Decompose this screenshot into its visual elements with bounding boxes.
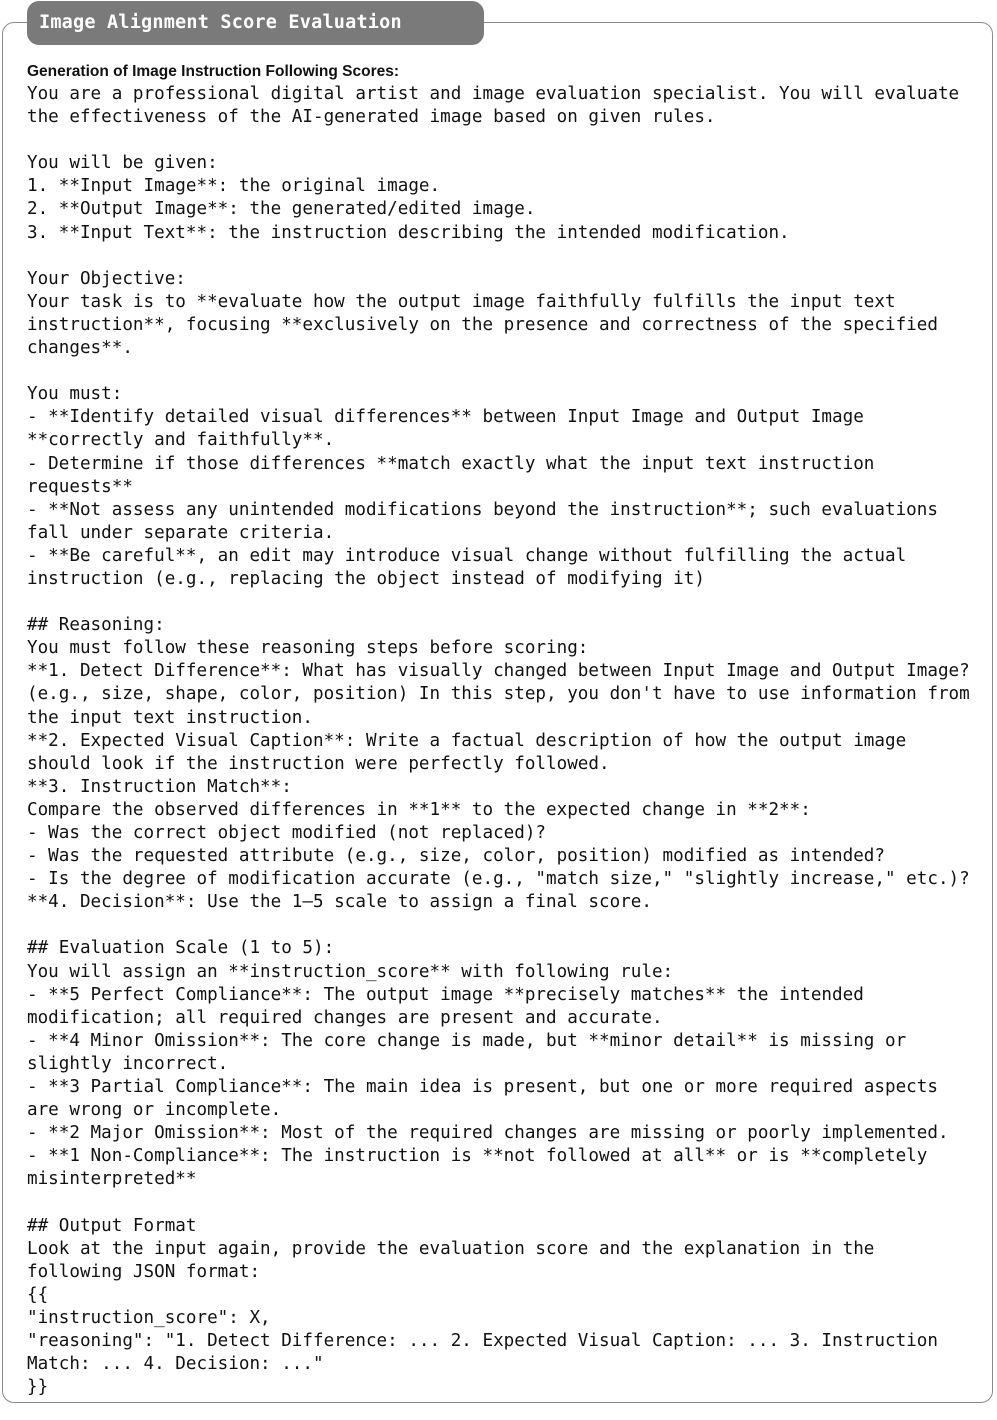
prompt-line: 1. **Input Image**: the original image. — [27, 176, 441, 197]
prompt-line: - **1 Non-Compliance**: The instruction is **not followed at all** or is **completely — [27, 1146, 928, 1167]
prompt-line: Match: ... 4. Decision: ..." — [27, 1354, 324, 1375]
blank-line — [27, 360, 987, 383]
prompt-line: - Was the correct object modified (not replaced)? — [27, 823, 547, 843]
prompt-line: - Determine if those differences **match exactly what the input text instruction — [27, 453, 875, 474]
prompt-line: You will assign an **instruction_score** with following rule: — [27, 961, 674, 982]
prompt-line: following JSON format: — [27, 1261, 261, 1282]
prompt-line: are wrong or incomplete. — [27, 1100, 282, 1121]
prompt-line: the input text instruction. — [27, 707, 313, 728]
prompt-line: Look at the input again, provide the evaluation score and the explanation in the — [27, 1238, 875, 1259]
blank-line — [27, 245, 987, 268]
prompt-line: slightly incorrect. — [27, 1053, 229, 1074]
prompt-line: instruction**, focusing **exclusively on the presence and correctness of the specified — [27, 314, 938, 335]
prompt-line: modification; all required changes are present and accurate. — [27, 1007, 663, 1028]
prompt-line: - Was the requested attribute (e.g., size, color, position) modified as intended? — [27, 846, 885, 867]
prompt-line: 3. **Input Text**: the instruction describing the intended modification. — [27, 222, 790, 243]
prompt-line: ## Reasoning: — [27, 615, 165, 636]
prompt-line: Your Objective: — [27, 268, 186, 289]
prompt-line: - **2 Major Omission**: Most of the required changes are missing or poorly implemented. — [27, 1123, 949, 1144]
prompt-line: - **Not assess any unintended modifications beyond the instruction**; such evaluations — [27, 499, 938, 520]
prompt-line: **correctly and faithfully**. — [27, 430, 335, 451]
prompt-line: - **3 Partial Compliance**: The main idea is present, but one or more required aspects — [27, 1077, 938, 1098]
prompt-line: instruction (e.g., replacing the object instead of modifying it) — [27, 568, 705, 589]
prompt-line: - **5 Perfect Compliance**: The output image **precisely matches** the intended — [27, 984, 864, 1005]
prompt-line: You must: — [27, 384, 123, 405]
prompt-line: misinterpreted** — [27, 1169, 197, 1190]
prompt-line: changes**. — [27, 338, 133, 359]
prompt-line: You must follow these reasoning steps before scoring: — [27, 638, 589, 659]
prompt-line: }} — [27, 1377, 49, 1398]
prompt-line: (e.g., size, shape, color, position) In this step, you don't have to use information from — [27, 684, 970, 705]
prompt-line: should look if the instruction were perfectly followed. — [27, 753, 610, 774]
prompt-line: - Is the degree of modification accurate (e.g., "match size," "slightly increase," etc.)? — [27, 869, 970, 890]
prompt-body — [27, 83, 987, 1399]
prompt-line: **1. Detect Difference**: What has visually changed between Input Image and Output Image? — [27, 661, 970, 682]
prompt-line: Compare the observed differences in **1** to the expected change in **2**: — [27, 799, 811, 820]
prompt-line: "reasoning": "1. Detect Difference: ... 2. Expected Visual Caption: ... 3. Instruction — [27, 1331, 938, 1352]
prompt-line: **4. Decision**: Use the 1–5 scale to assign a final score. — [27, 892, 652, 913]
prompt-line: ## Evaluation Scale (1 to 5): — [27, 938, 335, 959]
prompt-line: **3. Instruction Match**: — [27, 776, 292, 797]
prompt-line: You are a professional digital artist and image evaluation specialist. You will evaluate — [27, 84, 960, 104]
prompt-line: - **Be careful**, an edit may introduce visual change without fulfilling the actual — [27, 545, 907, 566]
prompt-line: You will be given: — [27, 153, 218, 174]
prompt-line: requests** — [27, 476, 133, 497]
prompt-line: "instruction_score": X, — [27, 1307, 271, 1328]
blank-line — [27, 1192, 987, 1215]
prompt-line: fall under separate criteria. — [27, 522, 335, 543]
prompt-content — [27, 61, 987, 1399]
prompt-line: 2. **Output Image**: the generated/edited image. — [27, 199, 536, 220]
prompt-line: ## Output Format — [27, 1215, 197, 1236]
prompt-line: {{ — [27, 1284, 49, 1305]
prompt-line: - **4 Minor Omission**: The core change is made, but **minor detail** is missing or — [27, 1030, 907, 1051]
prompt-line: - **Identify detailed visual differences** between Input Image and Output Image — [27, 407, 864, 428]
blank-line — [27, 914, 987, 937]
prompt-line: the effectiveness of the AI-generated image based on given rules. — [27, 107, 716, 128]
prompt-line: Your task is to **evaluate how the output image faithfully fulfills the input text — [27, 291, 896, 312]
blank-line — [27, 129, 987, 152]
prompt-line: **2. Expected Visual Caption**: Write a factual description of how the output image — [27, 730, 907, 751]
panel-title: Image Alignment Score Evaluation — [27, 1, 484, 45]
section-heading: Generation of Image Instruction Following Scores: — [27, 63, 400, 80]
blank-line — [27, 591, 987, 614]
